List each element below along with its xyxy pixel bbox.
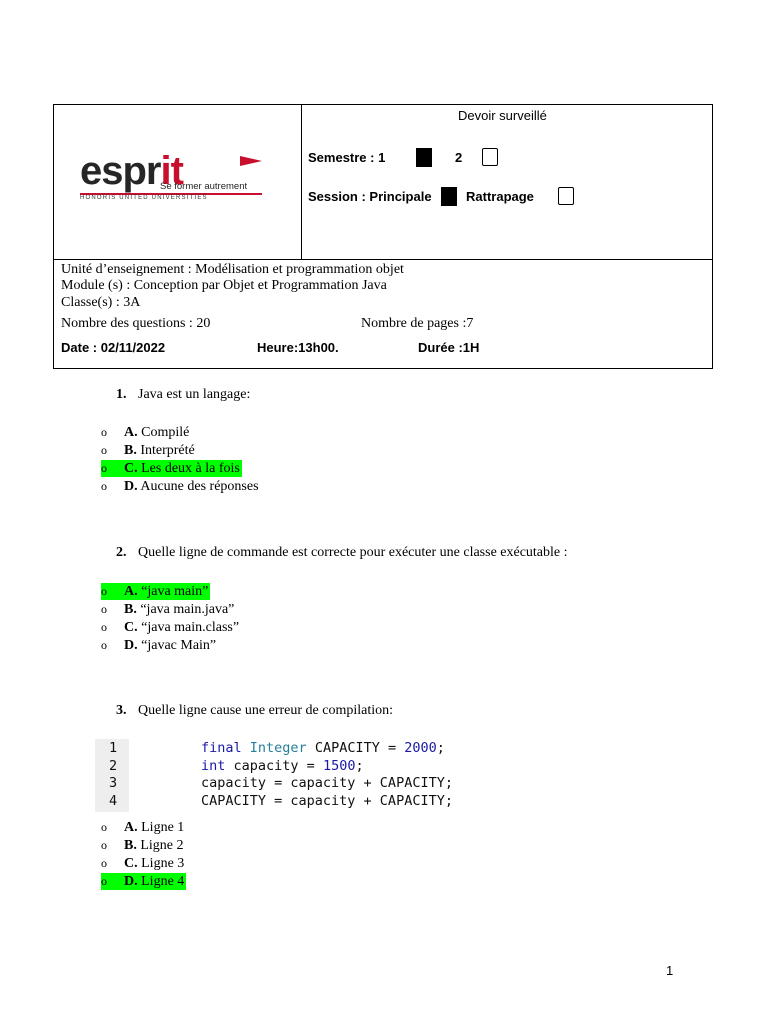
semestre-1-checkbox-checked — [416, 148, 432, 167]
code-line: final Integer CAPACITY = 2000; — [201, 740, 445, 756]
bullet-marker: o — [101, 461, 107, 475]
option-text: Ligne 3 — [137, 856, 185, 871]
answer-option — [101, 601, 234, 618]
answer-option — [101, 442, 195, 459]
option-letter: C. — [124, 620, 138, 635]
question-2 — [116, 545, 568, 561]
option-text: “java main.class” — [137, 620, 240, 635]
code-line: int capacity = 1500; — [201, 757, 364, 774]
semestre-label: Semestre : 1 — [308, 150, 386, 165]
answer-option — [101, 837, 184, 854]
answer-option — [101, 424, 189, 441]
answer-option — [101, 637, 216, 654]
exam-date: Date : 02/11/2022 — [61, 340, 166, 355]
option-text: “javac Main” — [137, 638, 217, 653]
code-line: capacity = capacity + CAPACITY; — [201, 775, 453, 791]
answer-option — [101, 819, 184, 836]
option-text: Les deux à la fois — [137, 461, 240, 476]
exam-duration: Durée :1H — [418, 340, 480, 355]
esprit-logo — [80, 151, 270, 203]
answer-option — [101, 855, 184, 872]
option-text: Compilé — [137, 425, 190, 440]
option-letter: D. — [124, 874, 138, 889]
option-letter: D. — [124, 479, 138, 494]
bullet-marker: o — [101, 602, 107, 616]
option-letter: A. — [124, 820, 138, 835]
classe: Classe(s) : 3A — [61, 295, 141, 310]
option-letter: D. — [124, 638, 138, 653]
question-number: 1. — [116, 387, 127, 402]
unite-enseignement: Unité d’enseignement : Modélisation et programmation objet — [61, 262, 404, 277]
option-letter: B. — [124, 838, 137, 853]
option-letter: C. — [124, 461, 138, 476]
nombre-pages: Nombre de pages :7 — [361, 316, 474, 331]
exam-title: Devoir surveillé — [458, 108, 547, 123]
bullet-marker: o — [101, 856, 107, 870]
bullet-marker: o — [101, 874, 107, 888]
bullet-marker: o — [101, 425, 107, 439]
answer-option — [101, 478, 259, 495]
question-1 — [116, 387, 250, 403]
option-text: Ligne 4 — [137, 874, 185, 889]
option-letter: B. — [124, 602, 137, 617]
bullet-marker: o — [101, 638, 107, 652]
bullet-marker: o — [101, 584, 107, 598]
exam-time: Heure:13h00. — [257, 340, 339, 355]
answer-option — [101, 460, 242, 477]
question-number: 2. — [116, 545, 127, 560]
module-name: Module (s) : Conception par Objet et Programmation Java — [61, 278, 387, 293]
exam-header-table — [53, 104, 713, 369]
code-line-number: 3 — [109, 775, 118, 791]
bullet-marker: o — [101, 820, 107, 834]
nombre-questions: Nombre des questions : 20 — [61, 316, 211, 331]
answer-option — [101, 619, 239, 636]
code-line: CAPACITY = capacity + CAPACITY; — [201, 792, 453, 809]
option-letter: B. — [124, 443, 137, 458]
code-snippet — [95, 739, 475, 812]
code-line-number: 1 — [109, 740, 118, 756]
logo-slogan: Se former autrement — [160, 181, 248, 192]
header-divider-horizontal — [54, 259, 712, 260]
option-text: “java main” — [137, 584, 209, 599]
option-letter: C. — [124, 856, 138, 871]
session-label: Session : Principale — [308, 189, 432, 204]
question-3 — [116, 703, 393, 719]
rattrapage-checkbox — [558, 187, 574, 205]
question-text: Quelle ligne cause une erreur de compilation: — [138, 703, 394, 718]
question-text: Java est un langage: — [138, 387, 251, 402]
option-letter: A. — [124, 425, 138, 440]
answer-option — [101, 873, 186, 890]
semestre-2-checkbox — [482, 148, 498, 166]
question-number: 3. — [116, 703, 127, 718]
bullet-marker: o — [101, 443, 107, 457]
option-text: Ligne 1 — [137, 820, 185, 835]
code-line-number: 4 — [109, 792, 118, 809]
session-principale-checkbox-checked — [441, 187, 457, 206]
bullet-marker: o — [101, 620, 107, 634]
option-text: Ligne 2 — [136, 838, 184, 853]
header-divider-vertical — [301, 105, 302, 259]
code-line-number: 2 — [109, 757, 118, 774]
answer-option — [101, 583, 210, 600]
option-text: “java main.java” — [136, 602, 235, 617]
semestre-2-label: 2 — [455, 150, 463, 165]
option-text: Aucune des réponses — [137, 479, 259, 494]
question-text: Quelle ligne de commande est correcte pour exécuter une classe exécutable : — [138, 545, 568, 560]
page-number: 1 — [666, 963, 674, 978]
option-text: Interprété — [136, 443, 195, 458]
rattrapage-label: Rattrapage — [466, 189, 534, 204]
option-letter: A. — [124, 584, 138, 599]
logo-flag-icon — [240, 156, 262, 166]
logo-wordmark: esprit — [80, 149, 183, 193]
logo-tagline: HONORIS UNITED UNIVERSITIES — [80, 195, 208, 201]
bullet-marker: o — [101, 838, 107, 852]
bullet-marker: o — [101, 479, 107, 493]
